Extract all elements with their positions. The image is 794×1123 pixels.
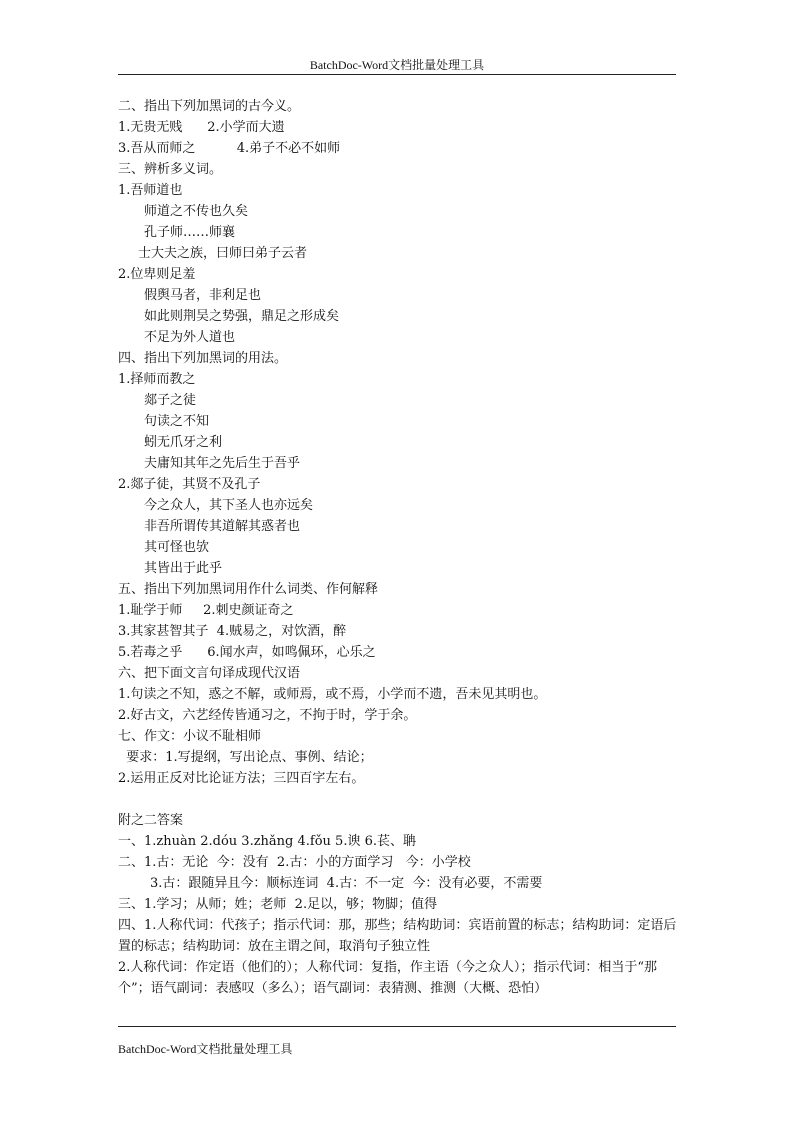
- text-line: 1.择师而教之: [118, 372, 196, 387]
- text-line: 孔子师……师襄: [144, 225, 236, 240]
- text-line: 郯子之徒: [144, 393, 197, 408]
- text-line: 句读之不知: [144, 414, 210, 429]
- blank-line: [118, 789, 678, 810]
- section-heading: 七、作文：小议不耻相师: [118, 729, 262, 744]
- text-line: 5.若毒之乎 6.闻水声，如鸣佩环，心乐之: [118, 645, 376, 660]
- text-line: 不足为外人道也: [144, 330, 236, 345]
- text-line: 师道之不传也久矣: [144, 204, 249, 219]
- text-line: 如此则荆吴之势强，鼎足之形成矣: [144, 309, 340, 324]
- text-line: 士大夫之族，曰师曰弟子云者: [138, 246, 308, 261]
- text-line: 2.好古文，六艺经传皆通习之，不拘于时，学于余。: [118, 708, 417, 723]
- text-line: 3.古：跟随异且今：顺标连词 4.古：不一定 今：没有必要，不需要: [150, 876, 543, 891]
- document-body: [118, 96, 678, 999]
- section-heading: 二、指出下列加黑词的古今义。: [118, 99, 301, 114]
- text-line: 其可怪也欤: [144, 540, 210, 555]
- header-divider: [118, 74, 676, 75]
- section-heading: 四、指出下列加黑词的用法。: [118, 351, 288, 366]
- text-paragraph: 2.人称代词：作定语（他们的）；人称代词：复指，作主语（今之众人）；指示代词：相当于“那个”；语气副词：表感叹（多么）；语气副词：表猜测、推测（大概、恐怕）: [118, 960, 658, 996]
- section-heading: 六、把下面文言句译成现代汉语: [118, 666, 301, 681]
- text-line: 3.其家甚智其子 4.贼易之，对饮酒，醉: [118, 624, 347, 639]
- answer-heading: 附之二答案: [118, 813, 184, 828]
- text-line: 2.运用正反对比论证方法；三四百字左右。: [118, 771, 365, 786]
- footer-divider: [118, 1026, 676, 1027]
- text-line: 3.吾从而师之 4.弟子不必不如师: [118, 141, 341, 156]
- section-heading: 五、指出下列加黑词用作什么词类、作何解释: [118, 582, 379, 597]
- page-footer: BatchDoc-Word文档批量处理工具: [118, 1042, 293, 1056]
- text-line: 其皆出于此乎: [144, 561, 223, 576]
- text-line: 2.位卑则足羞: [118, 267, 196, 282]
- text-line: 一、1.zhuàn 2.dóu 3.zhǎng 4.fǒu 5.谀 6.苌、聃: [118, 834, 416, 849]
- page-header: BatchDoc-Word文档批量处理工具: [309, 58, 485, 72]
- text-line: 二、1.古：无论 今：没有 2.古：小的方面学习 今：小学校: [118, 855, 471, 870]
- text-line: 2.郯子徒，其贤不及孔子: [118, 477, 261, 492]
- section-heading: 三、辨析多义词。: [118, 162, 223, 177]
- text-line: 三、1.学习；从师；姓；老师 2.足以，够；物脚；值得: [118, 897, 438, 912]
- text-line: 1.耻学于师 2.刺史颜证奇之: [118, 603, 294, 618]
- text-line: 要求：1.写提纲，写出论点、事例、结论；: [118, 750, 373, 765]
- text-line: 1.吾师道也: [118, 183, 183, 198]
- text-line: 1.句读之不知，惑之不解，或师焉，或不焉，小学而不遗，吾未见其明也。: [118, 687, 547, 702]
- text-line: 非吾所谓传其道解其惑者也: [144, 519, 301, 534]
- text-line: 1.无贵无贱 2.小学而大遗: [118, 120, 285, 135]
- text-line: 夫庸知其年之先后生于吾乎: [144, 456, 301, 471]
- text-paragraph: 四、1.人称代词：代孩子；指示代词：那，那些；结构助词：宾语前置的标志；结构助词：定语后置的标志；结构助词：放在主谓之间，取消句子独立性: [118, 918, 677, 954]
- text-line: 今之众人，其下圣人也亦远矣: [144, 498, 314, 513]
- text-line: 假舆马者，非利足也: [144, 288, 262, 303]
- text-line: 蚓无爪牙之利: [144, 435, 223, 450]
